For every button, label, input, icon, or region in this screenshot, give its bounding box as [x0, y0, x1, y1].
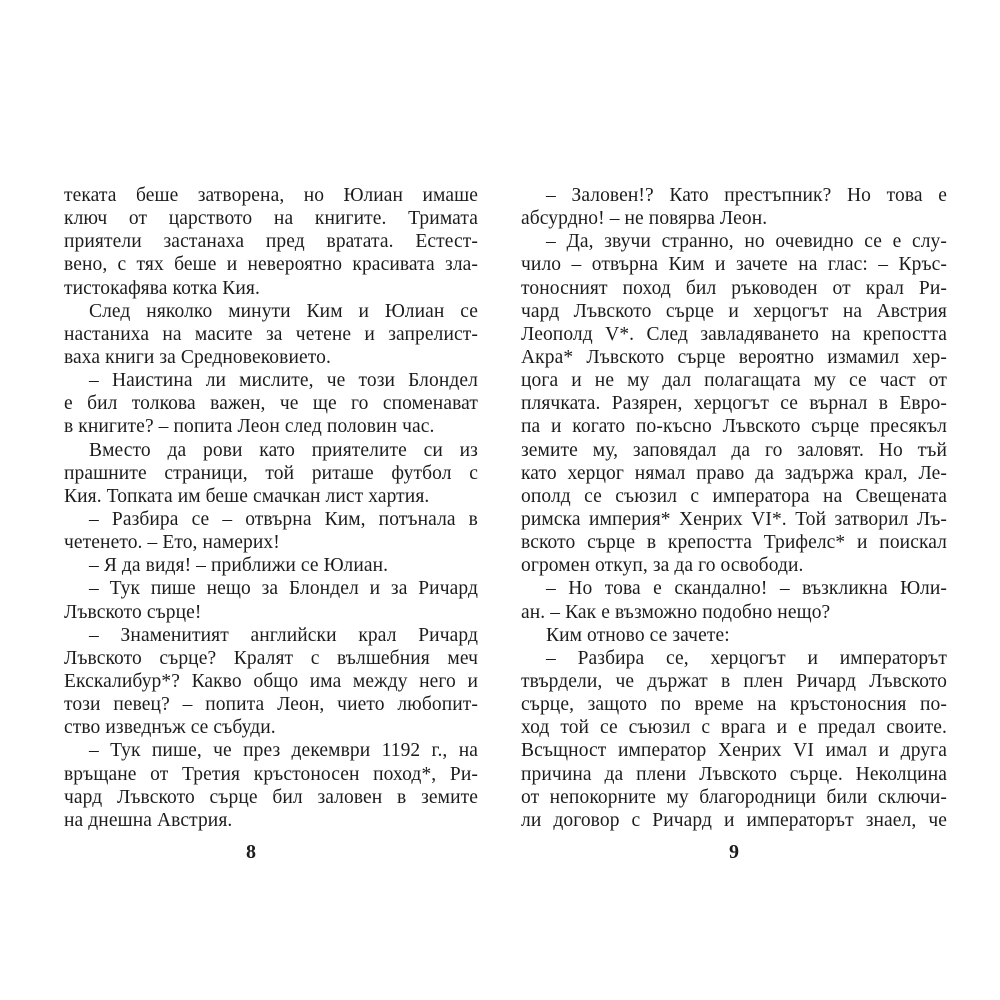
text-line: Ким отново се зачете:	[546, 624, 730, 646]
text-line: Всъщност император Хенрих VI имал и друга	[521, 740, 947, 762]
text-line: – Разбира се – отвърна Ким, потънала в	[89, 508, 478, 530]
text-line: ваха книги за Средновековието.	[64, 346, 331, 368]
text-line: След няколко минути Ким и Юлиан се	[89, 300, 478, 322]
text-line: теката беше затворена, но Юлиан имаше	[64, 185, 478, 206]
text-line: чард Лъвското сърце и херцогът на Австрия	[521, 300, 947, 322]
page-number-left: 8	[246, 841, 256, 863]
text-line: Леополд V*. След завладяването на крепостта	[521, 323, 947, 345]
text-line: – Я да видя! – приближи се Юлиан.	[89, 555, 389, 577]
text-line: цога и не му дал полагащата му се част от	[521, 370, 947, 392]
text-line: ключ от царството на книгите. Тримата	[64, 208, 478, 230]
text-line: Акра* Лъвското сърце вероятно измамил хер-	[521, 346, 947, 368]
text-line: – Наистина ли мислите, че този Блондел	[89, 370, 478, 392]
text-line: – Но това е скандално! – възкликна Юли-	[546, 578, 947, 600]
text-line: от непокорните му благородници били сключи-	[521, 786, 947, 808]
text-line: като херцог нямал право да задържа крал, Ле-	[521, 462, 947, 484]
text-line: па и когато по-късно Лъвското сърце пресякъл	[521, 416, 947, 438]
text-line: земите му, заповядал да го заловят. Но тъй	[521, 439, 947, 461]
text-line: ход той се съюзил с врага и е предал своите.	[521, 717, 947, 739]
text-line: огромен откуп, за да го освободи.	[521, 555, 804, 577]
text-line: абсурдно! – не повярва Леон.	[521, 208, 768, 230]
text-line: – Разбира се, херцогът и императорът	[546, 647, 947, 669]
text-line: връщане от Третия кръстоносен поход*, Ри-	[64, 763, 478, 785]
text-line: Кия. Топката им беше смачкан лист хартия.	[64, 485, 430, 507]
text-line: римска империя* Хенрих VI*. Той затворил Лъ-	[521, 508, 947, 530]
text-line: в книгите? – попита Леон след половин час.	[64, 416, 435, 438]
text-line: ли договор с Ричард и императорът знаел, че	[521, 809, 947, 831]
text-line: приятели застанаха пред вратата. Естест-	[64, 231, 478, 253]
text-line: на днешна Австрия.	[64, 809, 233, 831]
text-line: – Знаменитият английски крал Ричард	[89, 624, 478, 646]
text-line: ан. – Как е възможно подобно нещо?	[521, 601, 831, 623]
text-line: тоносният поход бил ръководен от крал Ри-	[521, 277, 947, 299]
text-line: – Заловен!? Като престъпник? Но това е	[546, 185, 947, 206]
text-line: тистокафява котка Кия.	[64, 277, 260, 299]
text-line: твърдели, че държат в плен Ричард Лъвското	[521, 670, 947, 692]
text-line: е бил толкова важен, че ще го споменават	[64, 393, 478, 415]
text-line: – Да, звучи странно, но очевидно се е слу-	[546, 231, 947, 253]
book-page-left-text	[64, 184, 478, 832]
text-line: настаниха на масите за четене и запрелист-	[64, 323, 478, 345]
text-line: Лъвското сърце? Кралят с вълшебния меч	[64, 647, 478, 669]
text-line: причина да плени Лъвското сърце. Неколцина	[521, 763, 947, 785]
text-line: плячката. Разярен, херцогът се върнал в Евро-	[521, 393, 947, 415]
text-line: – Тук пише нещо за Блондел и за Ричард	[89, 578, 478, 600]
text-line: чило – отвърна Ким и зачете на глас: – Кръс-	[521, 254, 947, 276]
text-line: Лъвското сърце!	[64, 601, 202, 623]
page-number-right: 9	[729, 841, 739, 863]
text-line: сърце, защото по време на кръстоносния по-	[521, 694, 947, 716]
text-line: прашните страници, той риташе футбол с	[64, 462, 478, 484]
text-line: този певец? – попита Леон, чието любопит-	[64, 694, 478, 716]
text-line: четенето. – Ето, намерих!	[64, 532, 280, 554]
text-line: вено, с тях беше и невероятно красивата зла-	[64, 254, 478, 276]
text-line: ство изведнъж се събуди.	[64, 717, 276, 739]
text-line: ополд се съюзил с императора на Свещената	[521, 485, 947, 507]
text-line: Екскалибур*? Какво общо има между него и	[64, 670, 478, 692]
book-page-right-text	[521, 184, 947, 832]
text-line: Вместо да рови като приятелите си из	[89, 439, 478, 461]
text-line: чард Лъвското сърце бил заловен в земите	[64, 786, 478, 808]
text-line: – Тук пише, че през декември 1192 г., на	[89, 740, 478, 762]
text-line: вското сърце в крепостта Трифелс* и поискал	[521, 532, 947, 554]
